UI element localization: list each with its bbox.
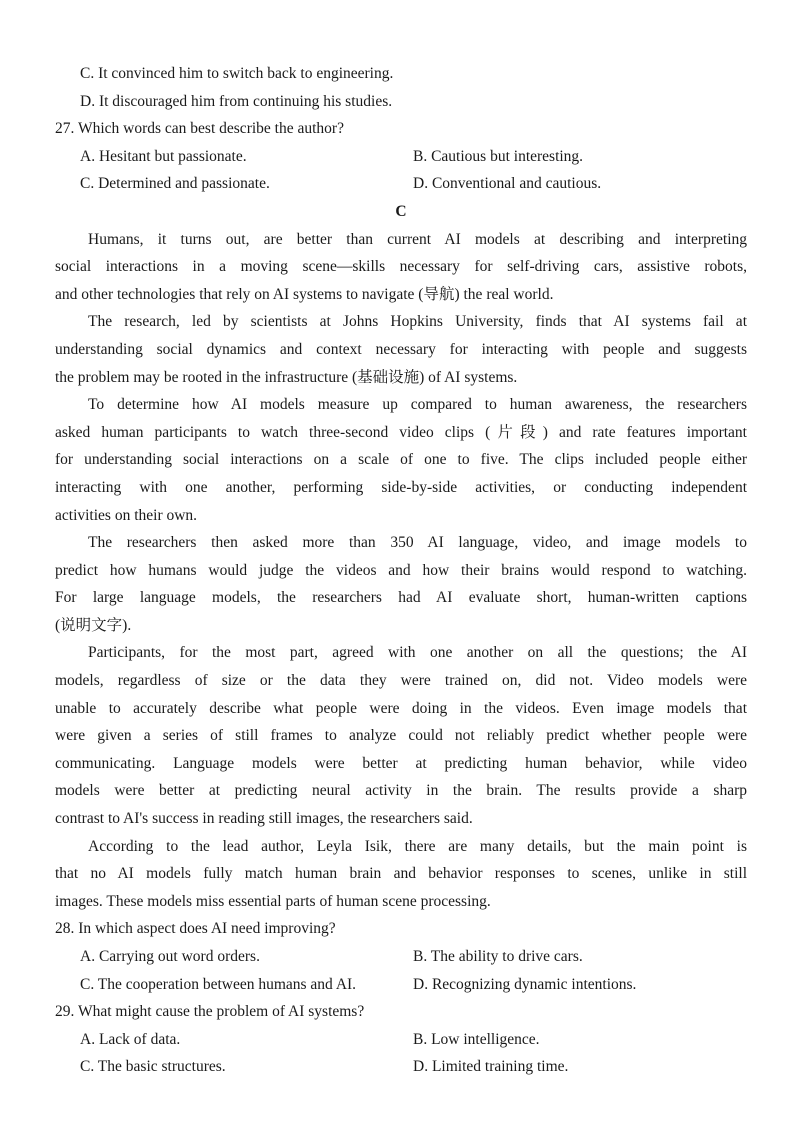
q26-option-c: C. It convinced him to switch back to engineering.	[80, 65, 394, 82]
paragraph-line: For large language models, the researchers had AI evaluate short, human-written captions	[55, 589, 747, 607]
q28-option-c: C. The cooperation between humans and AI.	[80, 975, 357, 993]
q29-question: 29. What might cause the problem of AI systems?	[55, 1003, 365, 1021]
q27-option-c: C. Determined and passionate.	[80, 175, 270, 193]
q29-options-row	[55, 1026, 747, 1054]
paragraph-line: social interactions in a moving scene—skills necessary for self-driving cars, assistive robots,	[55, 258, 747, 276]
paragraph-line: models, regardless of size or the data they were trained on, did not. Video models were	[55, 672, 747, 690]
q27-options-row	[55, 170, 747, 198]
q28-question: 28. In which aspect does AI need improving?	[55, 920, 336, 938]
paragraph-line: asked human participants to watch three-second video clips (片段) and rate features important	[55, 423, 747, 441]
paragraph-line: that no AI models fully match human brain and behavior responses to scenes, unlike in still	[55, 865, 747, 883]
paragraph-line: and other technologies that rely on AI systems to navigate (导航) the real world.	[55, 285, 554, 303]
paragraph-line: models were better at predicting neural activity in the brain. The results provide a sharp	[55, 782, 747, 800]
paragraph	[55, 639, 747, 832]
paragraph	[55, 529, 747, 639]
q29-options-row	[55, 1053, 747, 1081]
paragraph-line: Humans, it turns out, are better than current AI models at describing and interpreting	[88, 230, 747, 248]
paragraph-line: The researchers then asked more than 350 AI language, video, and image models to	[88, 534, 747, 552]
paragraph	[55, 391, 747, 529]
paragraph	[55, 833, 747, 916]
q29-option-a: A. Lack of data.	[80, 1030, 181, 1048]
paragraph	[55, 226, 747, 309]
q29-option-d: D. Limited training time.	[413, 1058, 569, 1076]
paragraph-line: The research, led by scientists at Johns Hopkins University, finds that AI systems fail at	[88, 313, 747, 331]
q27-option-b: B. Cautious but interesting.	[413, 147, 584, 165]
paragraph-line: were given a series of still frames to analyze could not reliably predict whether people were	[55, 727, 747, 745]
exam-page	[55, 60, 747, 1081]
passage	[55, 226, 747, 916]
section-heading: C	[395, 202, 407, 220]
paragraph-line: Participants, for the most part, agreed with one another on all the questions; the AI	[88, 644, 747, 662]
q27-option-d: D. Conventional and cautious.	[413, 175, 602, 193]
q28-option-b: B. The ability to drive cars.	[413, 948, 583, 965]
q29-option-c: C. The basic structures.	[80, 1058, 226, 1076]
paragraph	[55, 308, 747, 391]
q28-option-a: A. Carrying out word orders.	[80, 948, 260, 965]
paragraph-line: According to the lead author, Leyla Isik, there are many details, but the main point is	[88, 837, 747, 855]
paragraph-line: predict how humans would judge the videos and how their brains would respond to watching.	[55, 561, 747, 579]
paragraph-line: communicating. Language models were better at predicting human behavior, while video	[55, 754, 747, 772]
paragraph-line: interacting with one another, performing side-by-side activities, or conducting independent	[55, 478, 747, 496]
q27-options-row	[55, 143, 747, 171]
paragraph-line: for understanding social interactions on a scale of one to five. The clips included people either	[55, 451, 747, 469]
q28-option-d: D. Recognizing dynamic intentions.	[413, 975, 637, 993]
paragraph-line: (说明文字).	[55, 616, 132, 634]
q27-question: 27. Which words can best describe the author?	[55, 120, 344, 138]
paragraph-line: activities on their own.	[55, 506, 198, 524]
q29-option-b: B. Low intelligence.	[413, 1030, 540, 1048]
paragraph-line: images. These models miss essential parts of human scene processing.	[55, 892, 491, 910]
paragraph-line: contrast to AI's success in reading still images, the researchers said.	[55, 810, 473, 828]
paragraph-line: unable to accurately describe what people were doing in the videos. Even image models that	[55, 699, 747, 717]
q26-option-d: D. It discouraged him from continuing his studies.	[80, 92, 393, 110]
paragraph-line: To determine how AI models measure up compared to human awareness, the researchers	[88, 396, 747, 414]
paragraph-line: understanding social dynamics and context necessary for interacting with people and suggests	[55, 340, 747, 358]
q28-options-row	[55, 971, 747, 999]
q28-options-row	[55, 943, 747, 971]
paragraph-line: the problem may be rooted in the infrastructure (基础设施) of AI systems.	[55, 368, 518, 386]
q27-option-a: A. Hesitant but passionate.	[80, 147, 247, 165]
